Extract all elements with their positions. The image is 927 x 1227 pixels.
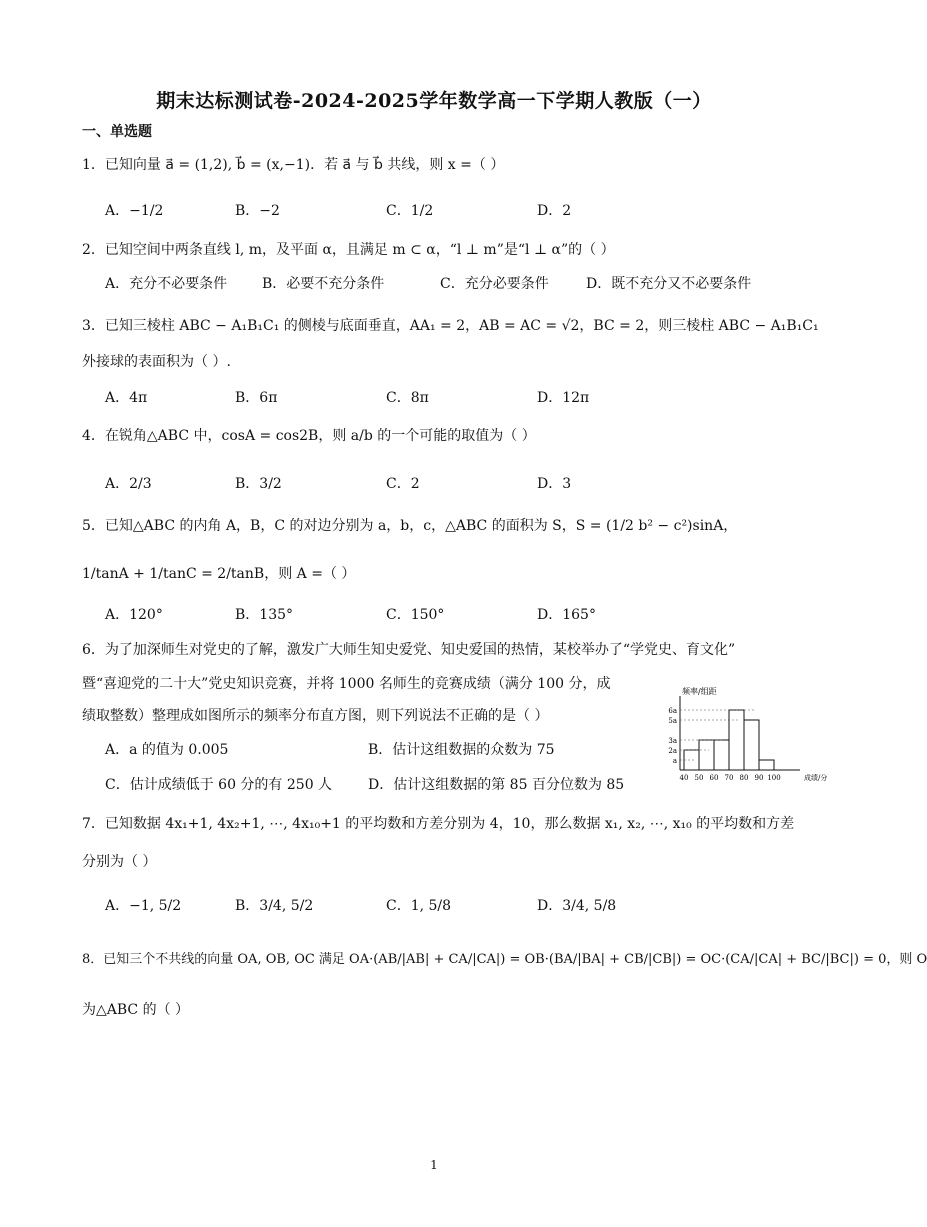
histogram-bar [714, 740, 729, 770]
histogram-bar [744, 720, 759, 770]
q7-option-a: A．−1, 5/2 [105, 898, 182, 914]
question-5-line-1: 5．已知△ABC 的内角 A，B，C 的对边分别为 a，b，c，△ABC 的面积为 S，S = (1/2 b² − c²)sinA， [82, 518, 738, 534]
histogram-bar [699, 740, 714, 770]
question-3-line-1: 3．已知三棱柱 ABC − A₁B₁C₁ 的侧棱与底面垂直，AA₁ = 2，AB = AC = √2，BC = 2，则三棱柱 ABC − A₁B₁C₁ [82, 318, 819, 334]
page-number: 1 [430, 1158, 438, 1172]
question-7-line-1: 7．已知数据 4x₁+1, 4x₂+1, ⋯, 4x₁₀+1 的平均数和方差分别为 4，10，那么数据 x₁, x₂, ⋯, x₁₀ 的平均数和方差 [82, 816, 795, 832]
y-tick-label: 5a [668, 717, 677, 725]
q4-option-b: B．3/2 [235, 476, 282, 492]
question-8-line-2: 为△ABC 的（ ） [82, 1002, 190, 1018]
question-3-line-2: 外接球的表面积为（ ）. [82, 354, 231, 370]
x-tick-label: 50 [694, 774, 704, 782]
q2-option-b: B．必要不充分条件 [262, 276, 385, 292]
q6-option-c: C．估计成绩低于 60 分的有 250 人 [105, 777, 333, 793]
frequency-histogram [650, 684, 828, 784]
q4-option-c: C．2 [386, 476, 420, 492]
x-tick-label: 40 [679, 774, 689, 782]
question-5-line-2: 1/tanA + 1/tanC = 2/tanB，则 A =（ ） [82, 566, 356, 582]
y-tick-label: 2a [668, 747, 677, 755]
section-heading: 一、单选题 [82, 124, 152, 140]
question-6-line-3: 绩取整数）整理成如图所示的频率分布直方图，则下列说法不正确的是（ ） [82, 708, 549, 724]
question-2: 2．已知空间中两条直线 l, m，及平面 α，且满足 m ⊂ α，“l ⊥ m”是“l ⊥ α”的（ ） [82, 242, 615, 258]
q6-option-b: B．估计这组数据的众数为 75 [368, 742, 555, 758]
q3-option-a: A．4π [105, 390, 148, 406]
histogram-bar [759, 760, 774, 770]
q3-option-c: C．8π [386, 390, 429, 406]
q7-option-d: D．3/4, 5/8 [537, 898, 617, 914]
y-axis-label: 频率/组距 [682, 687, 717, 696]
q2-option-d: D．既不充分又不必要条件 [586, 276, 752, 292]
question-6-line-1: 6．为了加深师生对党史的了解，激发广大师生知史爱党、知史爱国的热情，某校举办了“学党史、育文化” [82, 642, 736, 658]
x-tick-label: 60 [709, 774, 719, 782]
question-7-line-2: 分别为（ ） [82, 854, 157, 870]
histogram-bar [684, 750, 699, 770]
question-6-line-2: 暨“喜迎党的二十大”党史知识竞赛，并将 1000 名师生的竞赛成绩（满分 100 分，成 [82, 676, 611, 692]
y-tick-label: 3a [668, 737, 677, 745]
q1-option-d: D．2 [537, 203, 572, 219]
q1-option-a: A．−1/2 [105, 203, 164, 219]
x-tick-label: 90 [754, 774, 764, 782]
q6-option-d: D．估计这组数据的第 85 百分位数为 85 [368, 777, 625, 793]
q1-option-b: B．−2 [235, 203, 280, 219]
q4-option-a: A．2/3 [105, 476, 152, 492]
x-tick-label: 80 [739, 774, 749, 782]
histogram-bar [729, 710, 744, 770]
y-tick-label: 6a [668, 707, 677, 715]
question-8-line-1: 8．已知三个不共线的向量 OA, OB, OC 满足 OA·(AB/|AB| + CA/|CA|) = OB·(BA/|BA| + CB/|CB|) = OC·(CA/|CA| + BC/|BC|) = 0，则 O [82, 952, 927, 967]
q5-option-c: C．150° [386, 607, 445, 623]
q3-option-d: D．12π [537, 390, 590, 406]
q1-option-c: C．1/2 [386, 203, 434, 219]
x-tick-label: 100 [767, 774, 781, 782]
x-tick-label: 70 [724, 774, 734, 782]
page-title: 期末达标测试卷-2024-2025学年数学高一下学期人教版（一） [156, 90, 712, 112]
q2-option-c: C．充分必要条件 [440, 276, 549, 292]
question-4: 4．在锐角△ABC 中，cosA = cos2B，则 a/b 的一个可能的取值为（ ） [82, 428, 536, 444]
q3-option-b: B．6π [235, 390, 278, 406]
q7-option-b: B．3/4, 5/2 [235, 898, 314, 914]
q5-option-a: A．120° [105, 607, 163, 623]
q7-option-c: C．1, 5/8 [386, 898, 452, 914]
q6-option-a: A．a 的值为 0.005 [105, 742, 229, 758]
q2-option-a: A．充分不必要条件 [105, 276, 228, 292]
x-axis-label: 成绩/分 [804, 774, 828, 782]
y-tick-label: a [672, 757, 677, 765]
q5-option-d: D．165° [537, 607, 596, 623]
question-1: 1．已知向量 a⃗ = (1,2), b⃗ = (x,−1)．若 a⃗ 与 b⃗ 共线，则 x =（ ） [82, 157, 505, 173]
q5-option-b: B．135° [235, 607, 294, 623]
q4-option-d: D．3 [537, 476, 572, 492]
